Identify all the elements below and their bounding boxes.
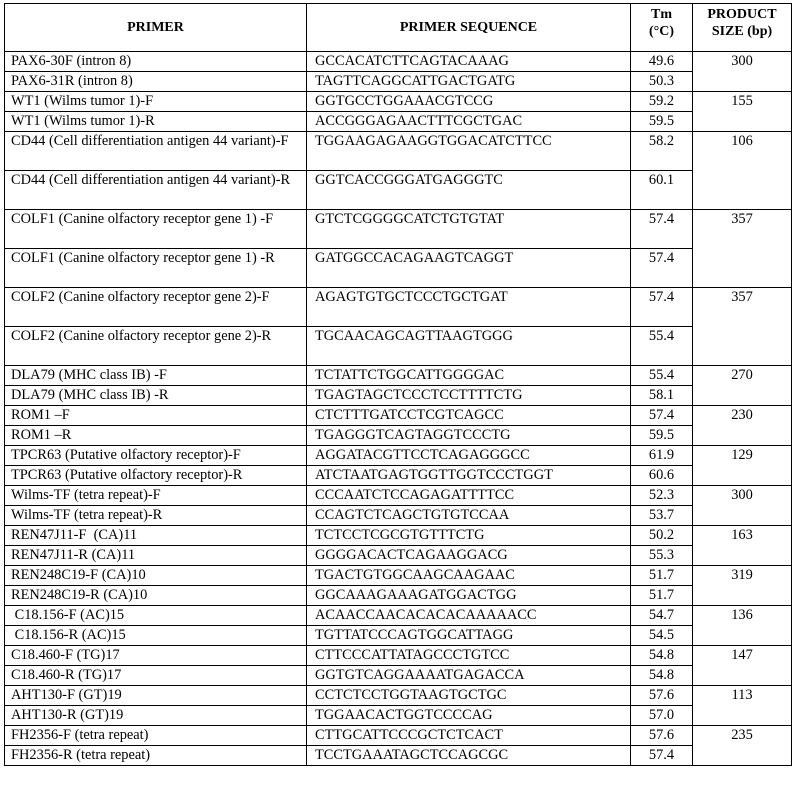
table-row [5,249,792,288]
table-row [5,486,792,506]
table-row [5,52,792,72]
primer-sequence-cell: CTTGCATTCCCGCTCTCACT [307,726,631,746]
table-row [5,566,792,586]
table-row [5,210,792,249]
table-row [5,666,792,686]
tm-cell: 51.7 [631,566,693,586]
primer-name-cell: ROM1 –R [5,426,307,446]
tm-cell: 54.7 [631,606,693,626]
primer-name-cell: COLF1 (Canine olfactory receptor gene 1) -F [5,210,307,249]
primer-sequence-cell: GGTGCCTGGAAACGTCCG [307,92,631,112]
primer-sequence-cell: TGAGTAGCTCCCTCCTTTTCTG [307,386,631,406]
product-size-cell: 106 [693,132,792,210]
product-size-cell: 357 [693,210,792,288]
primer-sequence-cell: GGGGACACTCAGAAGGACG [307,546,631,566]
header-product-size: PRODUCT SIZE (bp) [693,4,792,52]
primer-name-cell: DLA79 (MHC class IB) -R [5,386,307,406]
primer-sequence-cell: GGTGTCAGGAAAATGAGACCA [307,666,631,686]
product-size-cell: 300 [693,52,792,92]
table-row [5,92,792,112]
primer-sequence-cell: TGGAAGAGAAGGTGGACATCTTCC [307,132,631,171]
tm-cell: 59.5 [631,426,693,446]
product-size-cell: 136 [693,606,792,646]
primer-name-cell: WT1 (Wilms tumor 1)-R [5,112,307,132]
primer-name-cell: CD44 (Cell differentiation antigen 44 variant)-F [5,132,307,171]
primer-sequence-cell: ATCTAATGAGTGGTTGGTCCCTGGT [307,466,631,486]
primer-name-cell: Wilms-TF (tetra repeat)-F [5,486,307,506]
primer-name-cell: COLF2 (Canine olfactory receptor gene 2)-R [5,327,307,366]
primer-name-cell: REN248C19-F (CA)10 [5,566,307,586]
product-size-cell: 147 [693,646,792,686]
tm-cell: 55.4 [631,327,693,366]
table-row [5,327,792,366]
tm-cell: 57.4 [631,210,693,249]
table-row [5,686,792,706]
table-row [5,726,792,746]
primer-sequence-cell: TAGTTCAGGCATTGACTGATG [307,72,631,92]
primer-table [4,3,792,766]
product-size-cell: 230 [693,406,792,446]
tm-cell: 57.4 [631,746,693,766]
product-size-cell: 155 [693,92,792,132]
table-row [5,366,792,386]
tm-cell: 57.6 [631,726,693,746]
tm-cell: 54.5 [631,626,693,646]
tm-cell: 50.2 [631,526,693,546]
primer-sequence-cell: GTCTCGGGGCATCTGTGTAT [307,210,631,249]
primer-name-cell: REN248C19-R (CA)10 [5,586,307,606]
tm-cell: 57.4 [631,288,693,327]
product-size-cell: 163 [693,526,792,566]
primer-name-cell: C18.156-F (AC)15 [5,606,307,626]
primer-sequence-cell: TGAGGGTCAGTAGGTCCCTG [307,426,631,446]
tm-cell: 60.6 [631,466,693,486]
primer-sequence-cell: TCTATTCTGGCATTGGGGAC [307,366,631,386]
primer-name-cell: ROM1 –F [5,406,307,426]
primer-name-cell: COLF2 (Canine olfactory receptor gene 2)-F [5,288,307,327]
tm-cell: 55.3 [631,546,693,566]
tm-cell: 51.7 [631,586,693,606]
table-row [5,72,792,92]
primer-sequence-cell: GGTCACCGGGATGAGGGTC [307,171,631,210]
primer-sequence-cell: CCAGTCTCAGCTGTGTCCAA [307,506,631,526]
primer-name-cell: FH2356-F (tetra repeat) [5,726,307,746]
table-row [5,406,792,426]
table-row [5,626,792,646]
primer-sequence-cell: ACCGGGAGAACTTTCGCTGAC [307,112,631,132]
tm-cell: 57.4 [631,406,693,426]
primer-sequence-cell: GATGGCCACAGAAGTCAGGT [307,249,631,288]
table-row [5,526,792,546]
table-row [5,606,792,626]
primer-sequence-cell: TCCTGAAATAGCTCCAGCGC [307,746,631,766]
primer-name-cell: TPCR63 (Putative olfactory receptor)-R [5,466,307,486]
tm-cell: 58.2 [631,132,693,171]
primer-name-cell: COLF1 (Canine olfactory receptor gene 1) -R [5,249,307,288]
product-size-cell: 235 [693,726,792,766]
primer-sequence-cell: TGTTATCCCAGTGGCATTAGG [307,626,631,646]
table-row [5,446,792,466]
tm-cell: 54.8 [631,646,693,666]
primer-name-cell: C18.460-R (TG)17 [5,666,307,686]
primer-sequence-cell: TGCAACAGCAGTTAAGTGGG [307,327,631,366]
tm-cell: 61.9 [631,446,693,466]
primer-name-cell: WT1 (Wilms tumor 1)-F [5,92,307,112]
tm-cell: 57.6 [631,686,693,706]
product-size-cell: 319 [693,566,792,606]
tm-cell: 49.6 [631,52,693,72]
product-size-cell: 270 [693,366,792,406]
header-primer: PRIMER [5,4,307,52]
table-row [5,646,792,666]
primer-sequence-cell: TGACTGTGGCAAGCAAGAAC [307,566,631,586]
primer-name-cell: C18.156-R (AC)15 [5,626,307,646]
tm-cell: 50.3 [631,72,693,92]
table-row [5,171,792,210]
header-sequence: PRIMER SEQUENCE [307,4,631,52]
primer-name-cell: PAX6-30F (intron 8) [5,52,307,72]
primer-sequence-cell: CCCAATCTCCAGAGATTTTCC [307,486,631,506]
primer-sequence-cell: ACAACCAACACACACAAAAACC [307,606,631,626]
table-body [5,52,792,766]
tm-cell: 54.8 [631,666,693,686]
product-size-cell: 113 [693,686,792,726]
table-row [5,426,792,446]
primer-sequence-cell: GCCACATCTTCAGTACAAAG [307,52,631,72]
primer-sequence-cell: CTCTTTGATCCTCGTCAGCC [307,406,631,426]
primer-name-cell: FH2356-R (tetra repeat) [5,746,307,766]
primer-name-cell: AHT130-F (GT)19 [5,686,307,706]
table-row [5,132,792,171]
primer-sequence-cell: TCTCCTCGCGTGTTTCTG [307,526,631,546]
header-row [5,4,792,52]
primer-name-cell: AHT130-R (GT)19 [5,706,307,726]
table-row [5,746,792,766]
tm-cell: 55.4 [631,366,693,386]
tm-cell: 52.3 [631,486,693,506]
table-row [5,288,792,327]
tm-cell: 57.4 [631,249,693,288]
primer-name-cell: DLA79 (MHC class IB) -F [5,366,307,386]
product-size-cell: 129 [693,446,792,486]
primer-sequence-cell: AGGATACGTTCCTCAGAGGGCC [307,446,631,466]
tm-cell: 60.1 [631,171,693,210]
primer-sequence-cell: GGCAAAGAAAGATGGACTGG [307,586,631,606]
primer-sequence-cell: TGGAACACTGGTCCCCAG [307,706,631,726]
tm-cell: 57.0 [631,706,693,726]
primer-name-cell: Wilms-TF (tetra repeat)-R [5,506,307,526]
table-row [5,586,792,606]
primer-name-cell: C18.460-F (TG)17 [5,646,307,666]
tm-cell: 58.1 [631,386,693,406]
primer-name-cell: PAX6-31R (intron 8) [5,72,307,92]
product-size-cell: 357 [693,288,792,366]
table-row [5,386,792,406]
primer-name-cell: TPCR63 (Putative olfactory receptor)-F [5,446,307,466]
tm-cell: 59.2 [631,92,693,112]
table-row [5,706,792,726]
primer-name-cell: REN47J11-R (CA)11 [5,546,307,566]
product-size-cell: 300 [693,486,792,526]
primer-sequence-cell: CTTCCCATTATAGCCCTGTCC [307,646,631,666]
primer-sequence-cell: CCTCTCCTGGTAAGTGCTGC [307,686,631,706]
primer-name-cell: CD44 (Cell differentiation antigen 44 variant)-R [5,171,307,210]
tm-cell: 59.5 [631,112,693,132]
primer-sequence-cell: AGAGTGTGCTCCCTGCTGAT [307,288,631,327]
header-tm: Tm (°C) [631,4,693,52]
table-row [5,466,792,486]
table-row [5,506,792,526]
tm-cell: 53.7 [631,506,693,526]
primer-name-cell: REN47J11-F (CA)11 [5,526,307,546]
table-row [5,546,792,566]
table-row [5,112,792,132]
